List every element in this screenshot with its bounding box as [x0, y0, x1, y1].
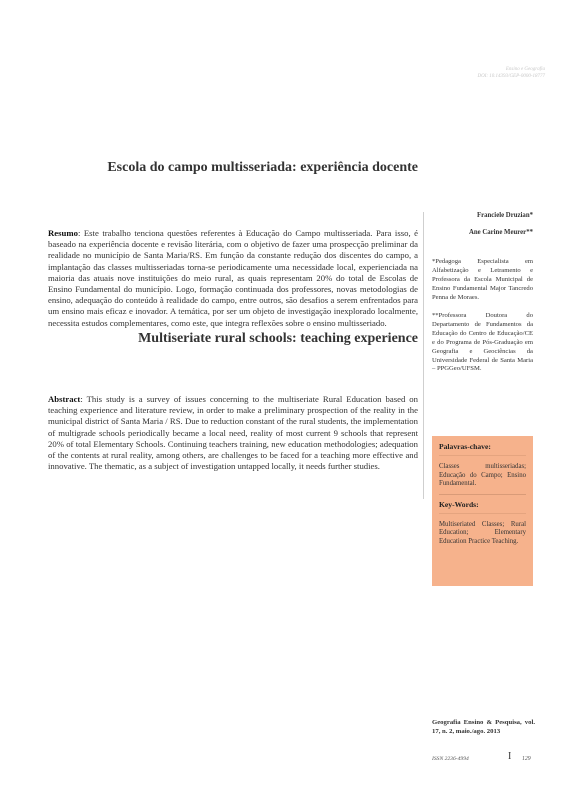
journal-watermark-line1: Ensino e Geografia [505, 67, 545, 72]
journal-citation: Geografia Ensino & Pesquisa, vol. 17, n. 2, maio./ago. 2013 [432, 719, 535, 735]
abstract-english-label: Abstract [48, 394, 81, 404]
keywords-english-heading: Key-Words: [439, 499, 479, 509]
keywords-portuguese-text: Classes multisseriadas; Educação do Campo; Ensino Fundamental. [439, 463, 526, 488]
keywords-english-text: Multiseriated Classes; Rural Education; Elementary Education Practice Teaching. [439, 520, 526, 545]
author-affiliation-note: *Pedagoga Especialista em Alfabetização e Letramento e Professora da Escola Municipal de Ensino Fundamental Major Tancredo Penna de Moraes. [432, 258, 533, 301]
keywords-divider [439, 455, 526, 456]
keywords-box [432, 436, 533, 586]
abstract-portuguese-label: Resumo [48, 228, 78, 238]
abstract-english [48, 394, 418, 472]
journal-watermark [455, 66, 545, 80]
abstract-portuguese-text: : Este trabalho tenciona questões referentes à Educação do Campo multisseriada. Para isso, é baseado na experiência docente e revisão literária, com o objetivo de fazer uma prospecção preliminar da realidade no município de Santa Maria/RS. Em função da constante redução dos discentes do campo, a implantação das classes multisseriadas torna-se periodicamente uma necessidade local, experienciada na maioria das atuais nove instituições do meio rural, as quais representam 20% do total de Escolas de Ensino Fundamental do município. Logo, formação continuada dos professores, novas metodologias de ensino, adequação do conteúdo à realidade do campo, entre outros, são desafios a serem enfrentados para um ensino mais eficaz e inovador. A temática, por ser um objeto de investigação inexplorado localmente, necessita estudos complementares, como este, que integra reflexões sobre o ensino multisseriado. [48, 228, 418, 328]
abstract-portuguese [48, 228, 418, 329]
article-title-english: Multiseriate rural schools: teaching experience [138, 331, 418, 346]
abstract-english-text: : This study is a survey of issues concerning to the multiseriate Rural Education based on teaching experience and literature review, in order to make a preliminary prospection of the reality in the municipal district of Santa Maria / RS. Due to reduction constant of the rural students, the implementation of multigrade schools periodically became a local need, reality of most current 9 schools that represent 20% of total Elementary Schools. Continuing teachers training, new education methodologies; adequation of the contents at rural reality, among others, are challenges to be faced for a teaching more effective and innovative. The thematic, as a subject of investigation untapped locally, it needs further studies. [48, 394, 418, 472]
page-number: 129 [522, 756, 531, 762]
footer-separator: I [508, 751, 512, 762]
keywords-divider [439, 494, 526, 495]
author-name: Ane Carine Meurer** [468, 229, 533, 236]
author-affiliation-note: **Professora Doutora do Departamento de Fundamentos da Educação do Centro de Educação/CE e do Programa de Pós-Graduação em Geografia e Geociências da Universidade Federal de Santa Maria – PPGGeo/UFSM. [432, 312, 533, 373]
article-title-portuguese: Escola do campo multisseriada: experiência docente [107, 160, 418, 175]
column-divider [423, 212, 424, 499]
journal-watermark-line2: DOI: 10.14393/GEP-0000-18777 [477, 74, 545, 79]
keywords-portuguese-heading: Palavras-chave: [439, 442, 491, 451]
issn-number: ISSN 2236-4994 [432, 756, 469, 762]
author-name: Franciele Druzian* [476, 212, 533, 219]
keywords-divider [439, 513, 526, 514]
